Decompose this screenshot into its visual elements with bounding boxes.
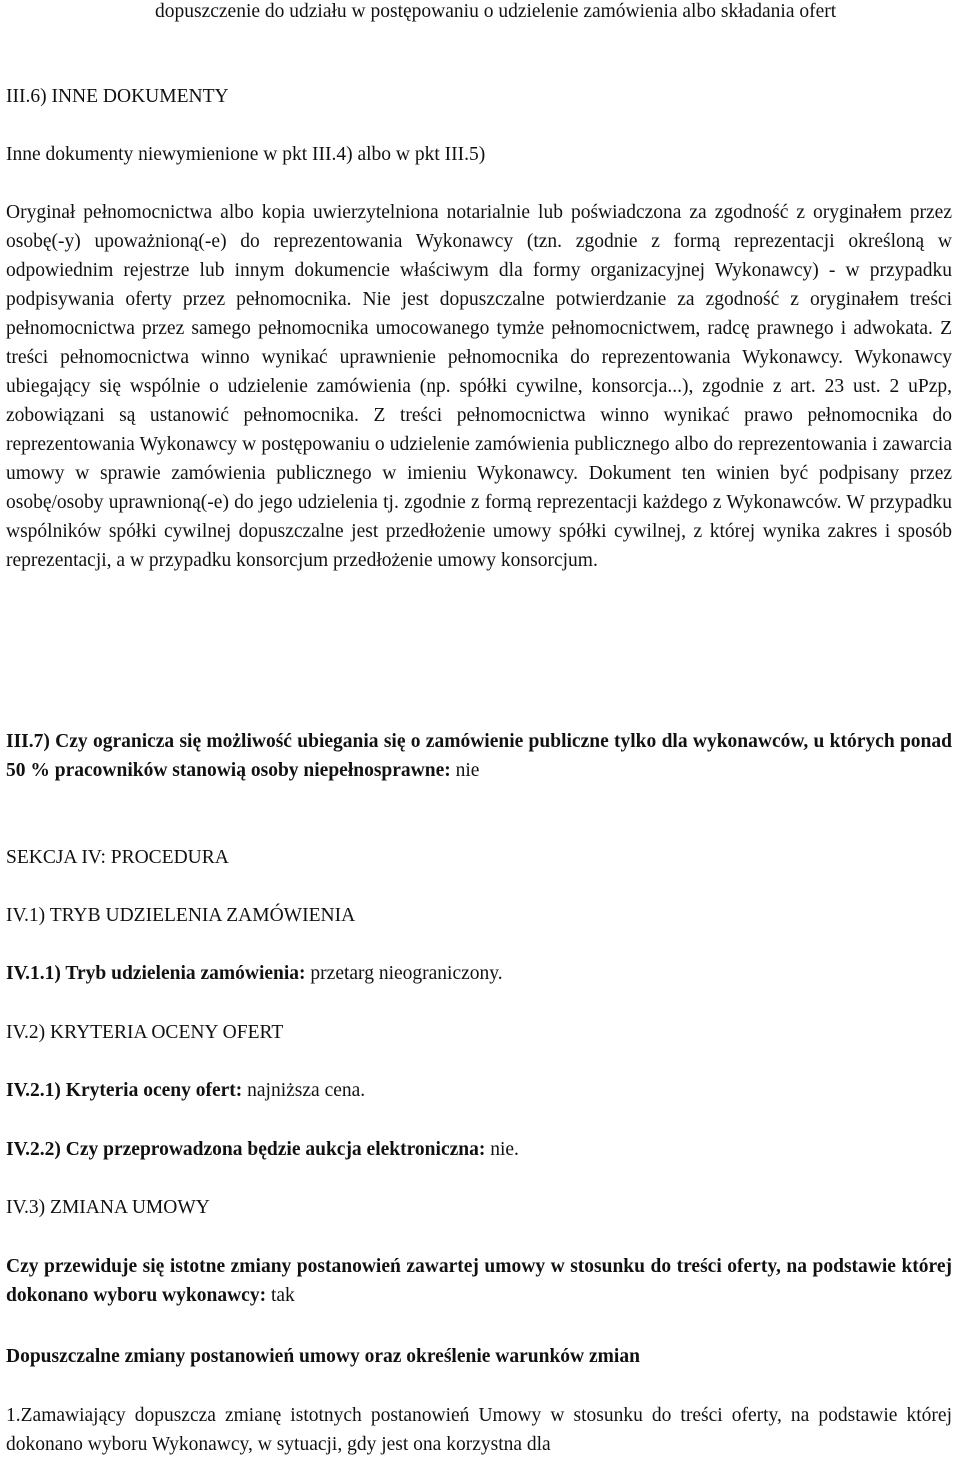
section-iv-title: SEKCJA IV: PROCEDURA — [6, 847, 229, 868]
section-iv21-value: najniższa cena. — [247, 1080, 366, 1101]
section-iv3-answer: tak — [270, 1285, 295, 1306]
section-iv3-paragraph — [6, 1252, 952, 1310]
section-iv21-label: IV.2.1) Kryteria oceny ofert: — [6, 1080, 243, 1101]
section-iv22-line — [6, 1135, 952, 1164]
changes-heading-text: Dopuszczalne zmiany postanowień umowy oraz określenie warunków zmian — [6, 1346, 640, 1367]
section-iv3-heading: IV.3) ZMIANA UMOWY — [6, 1197, 210, 1218]
section-iii7-question: III.7) Czy ogranicza się możliwość ubiegania się o zamówienie publiczne tylko dla wykonawców, u których ponad 50 % pracowników stanowią osoby niepełnosprawne: — [6, 731, 952, 781]
section-iv11-value: przetarg nieograniczony. — [310, 963, 503, 984]
section-iii6-body: Oryginał pełnomocnictwa albo kopia uwierzytelniona notarialnie lub poświadczona za zgodność z oryginałem przez osobę(-y) upoważnioną(-e) do reprezentowania Wykonawcy (tzn. zgodnie z formą reprezentacji określoną w odpowiednim rejestrze lub innym dokumencie właściwym dla formy organizacyjnej Wykonawcy) - w przypadku podpisywania oferty przez pełnomocnika. Nie jest dopuszczalne potwierdzanie za zgodność z oryginałem treści pełnomocnictwa przez samego pełnomocnika umocowanego tymże pełnomocnictwem, radcę prawnego i adwokata. Z treści pełnomocnictwa winno wynikać uprawnienie pełnomocnika do reprezentowania Wykonawcy. Wykonawcy ubiegający się wspólnie o udzielenie zamówienia (np. spółki cywilne, konsorcja...), zgodnie z art. 23 ust. 2 uPzp, zobowiązani są ustanowić pełnomocnika. Z treści pełnomocnictwa winno wynikać prawo pełnomocnika do reprezentowania Wykonawcy w postępowaniu o udzielenie zamówienia publicznego albo do reprezentowania i zawarcia umowy w sprawie zamówienia publicznego w imieniu Wykonawcy. Dokument ten winien być podpisany przez osobę/osoby uprawnioną(-e) do jego udzielenia tj. zgodnie z formą reprezentacji każdego z Wykonawców. W przypadku wspólników spółki cywilnej dopuszczalne jest przedłożenie umowy spółki cywilnej, z której wynika zakres i sposób reprezentacji, a w przypadku konsorcjum przedłożenie umowy konsorcjum. — [6, 202, 952, 571]
section-iii6-heading: III.6) INNE DOKUMENTY — [6, 86, 229, 107]
section-iv21-line — [6, 1076, 952, 1105]
changes-heading — [6, 1342, 952, 1371]
section-iii7-paragraph — [6, 727, 952, 785]
section-iv11-label: IV.1.1) Tryb udzielenia zamówienia: — [6, 963, 306, 984]
section-iv11-line — [6, 959, 952, 988]
section-iv3-question: Czy przewiduje się istotne zmiany postanowień zawartej umowy w stosunku do treści oferty, na podstawie której dokonano wyboru wykonawcy: — [6, 1256, 952, 1306]
section-iii7-answer: nie — [455, 760, 480, 781]
top-fragment: dopuszczenie do udziału w postępowaniu o udzielenie zamówienia albo składania ofert — [155, 1, 837, 22]
section-iv1-heading: IV.1) TRYB UDZIELENIA ZAMÓWIENIA — [6, 905, 356, 926]
changes-item-1: 1.Zamawiający dopuszcza zmianę istotnych postanowień Umowy w stosunku do treści oferty, na podstawie której dokonano wyboru Wykonawcy, w sytuacji, gdy jest ona korzystna dla — [6, 1405, 952, 1455]
section-iv22-value: nie. — [490, 1139, 519, 1160]
section-iv22-label: IV.2.2) Czy przeprowadzona będzie aukcja elektroniczna: — [6, 1139, 486, 1160]
section-iv2-heading: IV.2) KRYTERIA OCENY OFERT — [6, 1022, 284, 1043]
section-iii6-subheading: Inne dokumenty niewymienione w pkt III.4) albo w pkt III.5) — [6, 144, 486, 165]
